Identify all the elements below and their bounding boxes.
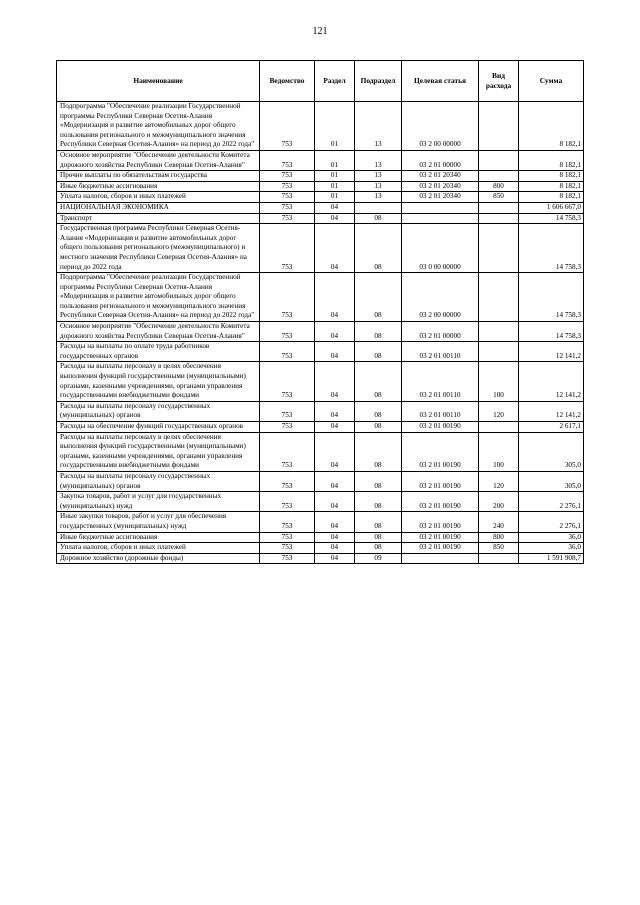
cell-kind: 800 [479,532,519,543]
cell-name: Транспорт [57,213,260,224]
cell-name: Расходы на выплаты по оплате труда работников государственных органов [57,342,260,362]
cell-name: Прочие выплаты по обязательствам государства [57,171,260,182]
table-row [57,342,584,362]
cell-name: Расходы на выплаты персоналу в целях обеспечения выполнения функций государственными (муниципальными) органами, казенными учреждениями, органами управления государственными внебюджетными фондами [57,432,260,471]
table-row [57,543,584,554]
cell-target [402,202,479,213]
cell-subsection: 08 [355,422,402,433]
cell-kind: 120 [479,471,519,491]
cell-subsection: 08 [355,471,402,491]
header-target: Целевая статья [402,61,479,102]
cell-name: Основное мероприятие "Обеспечение деятельности Комитета дорожного хозяйства Республики Северная Осетия-Алания" [57,322,260,342]
cell-section: 04 [315,342,355,362]
table-row [57,532,584,543]
cell-section: 04 [315,532,355,543]
cell-department: 753 [260,273,315,322]
cell-target: 03 2 01 00110 [402,342,479,362]
cell-section: 01 [315,102,355,151]
cell-kind [479,102,519,151]
cell-kind [479,150,519,170]
cell-sum: 8 182,1 [519,150,584,170]
cell-target: 03 2 01 20340 [402,181,479,192]
table-row [57,362,584,401]
cell-subsection: 13 [355,192,402,203]
header-department: Ведомство [260,61,315,102]
cell-sum: 14 758,3 [519,273,584,322]
cell-subsection: 08 [355,224,402,273]
cell-sum: 8 182,1 [519,181,584,192]
cell-kind [479,553,519,564]
header-section: Раздел [315,61,355,102]
cell-name: Уплата налогов, сборов и иных платежей [57,192,260,203]
cell-subsection: 08 [355,342,402,362]
table-row [57,213,584,224]
cell-department: 753 [260,432,315,471]
cell-target: 03 2 01 00190 [402,512,479,532]
header-kind: Вид расхода [479,61,519,102]
header-name: Наименование [57,61,260,102]
cell-kind: 100 [479,362,519,401]
cell-kind: 100 [479,432,519,471]
header-sum: Сумма [519,61,584,102]
cell-section: 04 [315,543,355,554]
cell-department: 753 [260,342,315,362]
cell-target: 03 2 01 00000 [402,322,479,342]
cell-section: 04 [315,273,355,322]
cell-name: Расходы на выплаты персоналу в целях обеспечения выполнения функций государственными (муниципальными) органами, казенными учреждениями, органами управления государственными внебюджетными фондами [57,362,260,401]
cell-target: 03 2 01 00190 [402,492,479,512]
cell-department: 753 [260,171,315,182]
cell-section: 04 [315,401,355,421]
cell-name: Иные бюджетные ассигнования [57,181,260,192]
cell-name: Иные бюджетные ассигнования [57,532,260,543]
cell-subsection: 13 [355,102,402,151]
cell-name: Подпрограмма "Обеспечение реализации Государственной программы Республики Северная Осетия-Алания «Модернизация и развитие автомобильных дорог общего пользования регионального и межмуниципального значения Республики Северная Осетия-Алания» на период до 2022 года" [57,102,260,151]
cell-kind [479,213,519,224]
table-row [57,471,584,491]
cell-target: 03 2 01 00190 [402,532,479,543]
cell-sum: 12 141,2 [519,342,584,362]
cell-department: 753 [260,401,315,421]
cell-department: 753 [260,492,315,512]
cell-sum: 8 182,1 [519,102,584,151]
cell-section: 04 [315,362,355,401]
cell-target [402,553,479,564]
cell-sum: 14 758,3 [519,224,584,273]
cell-sum: 8 182,1 [519,171,584,182]
cell-kind [479,322,519,342]
table-row [57,150,584,170]
table-row [57,401,584,421]
cell-kind: 200 [479,492,519,512]
cell-section: 04 [315,471,355,491]
table-row [57,192,584,203]
table-row [57,512,584,532]
cell-department: 753 [260,553,315,564]
cell-subsection: 08 [355,492,402,512]
table-body [57,102,584,564]
cell-name: Дорожное хозяйство (дорожные фонды) [57,553,260,564]
cell-target: 03 2 01 00190 [402,471,479,491]
cell-department: 753 [260,213,315,224]
cell-section: 01 [315,181,355,192]
cell-section: 01 [315,171,355,182]
cell-department: 753 [260,543,315,554]
cell-department: 753 [260,422,315,433]
cell-sum: 12 141,2 [519,362,584,401]
budget-table [56,60,584,564]
cell-kind: 120 [479,401,519,421]
cell-section: 04 [315,432,355,471]
cell-sum: 36,0 [519,532,584,543]
cell-sum: 305,0 [519,471,584,491]
table-header [57,61,584,102]
cell-subsection: 13 [355,181,402,192]
cell-target: 03 2 01 00000 [402,150,479,170]
cell-target: 03 2 01 20340 [402,192,479,203]
cell-target: 03 2 01 00110 [402,401,479,421]
cell-section: 04 [315,202,355,213]
cell-target: 03 2 00 00000 [402,273,479,322]
table-row [57,422,584,433]
cell-sum: 1 606 667,0 [519,202,584,213]
cell-target: 03 2 01 00190 [402,432,479,471]
cell-section: 04 [315,422,355,433]
table-row [57,492,584,512]
table-row [57,171,584,182]
cell-subsection: 08 [355,273,402,322]
table-row [57,273,584,322]
cell-name: НАЦИОНАЛЬНАЯ ЭКОНОМИКА [57,202,260,213]
cell-name: Иные закупки товаров, работ и услуг для обеспечения государственных (муниципальных) нужд [57,512,260,532]
cell-department: 753 [260,362,315,401]
cell-kind: 800 [479,181,519,192]
cell-kind [479,342,519,362]
cell-name: Закупка товаров, работ и услуг для государственных (муниципальных) нужд [57,492,260,512]
table-row [57,202,584,213]
cell-subsection: 08 [355,512,402,532]
table-row [57,322,584,342]
cell-sum: 14 758,3 [519,322,584,342]
cell-kind [479,171,519,182]
cell-name: Уплата налогов, сборов и иных платежей [57,543,260,554]
cell-sum: 8 182,1 [519,192,584,203]
cell-target: 03 2 01 00190 [402,422,479,433]
cell-department: 753 [260,150,315,170]
cell-kind: 850 [479,192,519,203]
cell-department: 753 [260,192,315,203]
cell-subsection: 08 [355,532,402,543]
cell-subsection: 08 [355,362,402,401]
cell-subsection: 08 [355,322,402,342]
cell-kind [479,422,519,433]
cell-sum: 305,0 [519,432,584,471]
cell-sum: 36,0 [519,543,584,554]
table-row [57,181,584,192]
cell-subsection: 09 [355,553,402,564]
cell-name: Расходы на обеспечение функций государственных органов [57,422,260,433]
cell-section: 04 [315,512,355,532]
cell-sum: 14 758,3 [519,213,584,224]
table-row [57,102,584,151]
cell-subsection [355,202,402,213]
cell-target [402,213,479,224]
cell-department: 753 [260,224,315,273]
cell-subsection: 13 [355,150,402,170]
cell-section: 04 [315,492,355,512]
table-row [57,224,584,273]
cell-sum: 1 591 908,7 [519,553,584,564]
cell-target: 03 2 01 00110 [402,362,479,401]
table-row [57,553,584,564]
cell-subsection: 08 [355,213,402,224]
page-number: 121 [312,26,328,37]
cell-department: 753 [260,102,315,151]
cell-sum: 2 276,1 [519,492,584,512]
cell-kind [479,273,519,322]
cell-target: 03 2 00 00000 [402,102,479,151]
cell-sum: 12 141,2 [519,401,584,421]
cell-sum: 2 276,1 [519,512,584,532]
cell-name: Подпрограмма "Обеспечение реализации Государственной программы Республики Северная Осетия-Алания «Модернизация и развитие автомобильных дорог общего пользования регионального и межмуниципального значения Республики Северная Осетия-Алания» на период до 2022 года" [57,273,260,322]
cell-department: 753 [260,532,315,543]
cell-department: 753 [260,471,315,491]
cell-sum: 2 617,1 [519,422,584,433]
cell-section: 04 [315,213,355,224]
cell-name: Расходы на выплаты персоналу государственных (муниципальных) органов [57,401,260,421]
cell-target: 03 2 01 20340 [402,171,479,182]
cell-section: 01 [315,192,355,203]
table-row [57,432,584,471]
cell-kind [479,224,519,273]
cell-subsection: 08 [355,401,402,421]
cell-name: Основное мероприятие "Обеспечение деятельности Комитета дорожного хозяйства Республики Северная Осетия-Алания" [57,150,260,170]
cell-department: 753 [260,322,315,342]
cell-department: 753 [260,202,315,213]
cell-subsection: 08 [355,432,402,471]
cell-name: Расходы на выплаты персоналу государственных (муниципальных) органов [57,471,260,491]
cell-department: 753 [260,512,315,532]
cell-kind: 850 [479,543,519,554]
cell-kind [479,202,519,213]
cell-target: 03 2 01 00190 [402,543,479,554]
cell-department: 753 [260,181,315,192]
cell-section: 04 [315,553,355,564]
cell-section: 01 [315,150,355,170]
cell-subsection: 08 [355,543,402,554]
cell-section: 04 [315,322,355,342]
cell-kind: 240 [479,512,519,532]
cell-target: 03 0 00 00000 [402,224,479,273]
cell-section: 04 [315,224,355,273]
cell-name: Государственная программа Республики Северная Осетия-Алания «Модернизация и развитие автомобильных дорог общего пользования регионального (межмуниципального) и местного значения Республики Северная Осетия-Алания» на период до 2022 года [57,224,260,273]
header-subsection: Подраздел [355,61,402,102]
cell-subsection: 13 [355,171,402,182]
